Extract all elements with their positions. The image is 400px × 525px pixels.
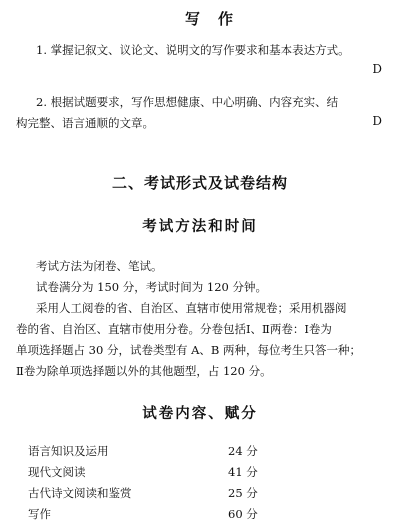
- exam-method-line-1: 考试方法为闭卷、笔试。: [36, 259, 163, 273]
- part-two-heading: 二、考试形式及试卷结构: [111, 174, 288, 192]
- exam-method-line-2: 试卷满分为 150 分，考试时间为 120 分钟。: [36, 280, 268, 294]
- exam-method-line-5: 单项选择题占 30 分，试卷类型有 A、B 两种，每位考生只答一种；: [16, 343, 362, 357]
- score-row-label: 语言知识及运用: [28, 444, 109, 458]
- exam-scores-title: 试卷内容、赋分: [142, 405, 258, 422]
- writing-requirement-1-line-1: 1. 掌握记叙文、议论文、说明文的写作要求和基本表达方式。: [36, 43, 350, 57]
- exam-method-line-6: Ⅱ卷为除单项选择题以外的其他题型，占 120 分。: [16, 364, 272, 378]
- writing-section-title: 写作: [184, 10, 251, 28]
- score-row-label: 古代诗文阅读和鉴赏: [28, 486, 132, 500]
- writing-requirement-2-grade: D: [372, 114, 382, 128]
- writing-requirement-1-grade: D: [372, 62, 382, 76]
- exam-method-title: 考试方法和时间: [142, 218, 258, 235]
- writing-requirement-2-line-1: 2. 根据试题要求，写作思想健康、中心明确、内容充实、结: [36, 95, 339, 109]
- writing-requirement-2-line-2: 构完整、语言通顺的文章。: [16, 116, 154, 130]
- exam-method-line-4: 卷的省、自治区、直辖市使用分卷。分卷包括Ⅰ、Ⅱ两卷：Ⅰ卷为: [16, 322, 332, 336]
- score-row-label: 现代文阅读: [28, 465, 86, 479]
- score-row-value: 60 分: [228, 507, 258, 521]
- exam-method-line-3: 采用人工阅卷的省、自治区、直辖市使用常规卷；采用机器阅: [36, 301, 347, 315]
- score-row-value: 24 分: [228, 444, 258, 458]
- score-row-value: 25 分: [228, 486, 258, 500]
- score-row-value: 41 分: [228, 465, 258, 479]
- score-row-label: 写作: [28, 507, 51, 521]
